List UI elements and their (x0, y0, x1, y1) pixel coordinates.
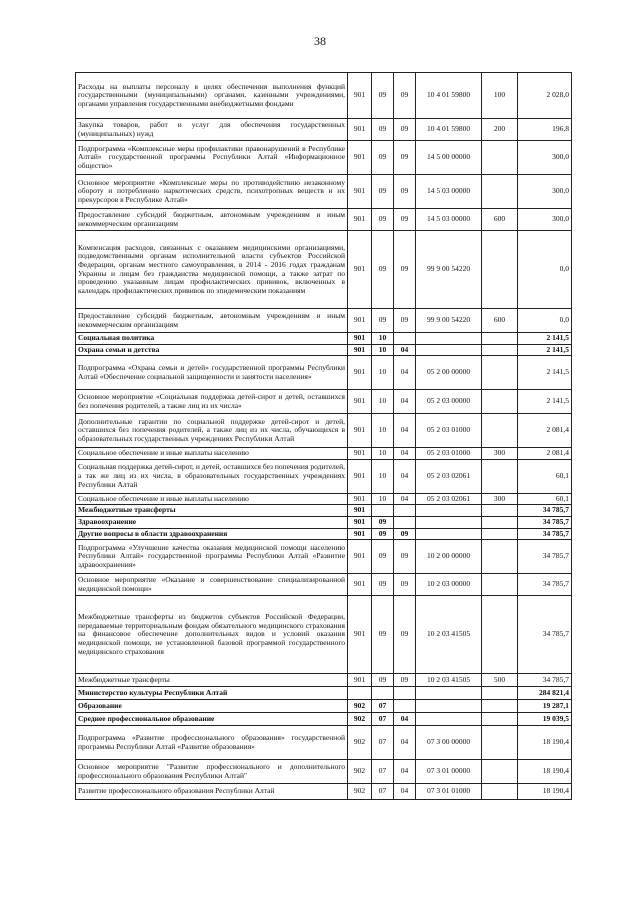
cell-rz: 10 (372, 390, 394, 414)
cell-pr: 04 (394, 390, 416, 414)
cell-sum: 34 785,7 (518, 596, 572, 674)
cell-name: Здравоохранение (76, 516, 348, 528)
cell-rz: 09 (372, 231, 394, 309)
cell-name: Подпрограмма «Улучшение качества оказания медицинской помощи населению Республики Алтай» государственной программы Республики Алтай «Развитие здравоохранения» (76, 540, 348, 574)
cell-name: Предоставление субсидий бюджетным, автономным учреждениям и иным некоммерческим организациям (76, 209, 348, 231)
cell-rz: 09 (372, 209, 394, 231)
cell-pr: 09 (394, 73, 416, 119)
cell-vr (482, 784, 518, 800)
cell-sum: 300,0 (518, 141, 572, 175)
cell-pr: 09 (394, 540, 416, 574)
cell-vr (482, 414, 518, 448)
cell-sum: 60,1 (518, 493, 572, 505)
cell-name: Среднее профессиональное образование (76, 713, 348, 726)
cell-sum: 60,1 (518, 459, 572, 493)
cell-ved: 901 (348, 540, 372, 574)
cell-csr (416, 700, 482, 713)
cell-ved: 901 (348, 231, 372, 309)
cell-name: Образование (76, 700, 348, 713)
cell-sum: 2 081,4 (518, 448, 572, 460)
cell-rz: 09 (372, 175, 394, 209)
cell-name: Основное мероприятие «Комплексные меры по противодействию незаконному обороту и потреблению наркотических средств, психотропных веществ и их прекурсоров в Республике Алтай» (76, 175, 348, 209)
table-row (76, 390, 572, 414)
cell-ved: 901 (348, 309, 372, 333)
cell-csr (416, 333, 482, 345)
cell-name: Расходы на выплаты персоналу в целях обеспечения выполнения функций государственными (муниципальными) органами, казенными учреждениями, органами управления государственными внебюджетными фондами (76, 73, 348, 119)
cell-csr: 05 2 00 00000 (416, 356, 482, 390)
cell-vr: 500 (482, 674, 518, 687)
cell-rz (372, 687, 394, 700)
cell-pr (394, 700, 416, 713)
cell-ved: 902 (348, 784, 372, 800)
cell-vr (482, 459, 518, 493)
cell-csr: 14 5 03 00000 (416, 175, 482, 209)
table-row (76, 760, 572, 784)
cell-ved: 901 (348, 333, 372, 345)
cell-vr (482, 231, 518, 309)
cell-ved: 901 (348, 459, 372, 493)
cell-vr (482, 574, 518, 596)
cell-vr (482, 540, 518, 574)
cell-name: Социальная политика (76, 333, 348, 345)
cell-pr: 04 (394, 493, 416, 505)
table-row (76, 333, 572, 345)
cell-csr (416, 687, 482, 700)
cell-ved (348, 687, 372, 700)
cell-sum: 34 785,7 (518, 574, 572, 596)
cell-rz: 10 (372, 448, 394, 460)
cell-vr (482, 390, 518, 414)
table-row (76, 493, 572, 505)
cell-rz: 10 (372, 356, 394, 390)
cell-sum: 34 785,7 (518, 540, 572, 574)
cell-ved: 901 (348, 574, 372, 596)
cell-pr: 04 (394, 760, 416, 784)
cell-rz: 09 (372, 119, 394, 141)
table-row (76, 505, 572, 517)
cell-ved: 902 (348, 760, 372, 784)
table-row (76, 528, 572, 540)
cell-name: Охрана семьи и детства (76, 344, 348, 356)
cell-sum: 2 028,0 (518, 73, 572, 119)
cell-pr: 04 (394, 356, 416, 390)
cell-sum: 300,0 (518, 175, 572, 209)
cell-vr (482, 726, 518, 760)
table-row (76, 674, 572, 687)
cell-csr: 99 9 00 54220 (416, 231, 482, 309)
table-row (76, 540, 572, 574)
cell-pr (394, 687, 416, 700)
table-row (76, 687, 572, 700)
table-row (76, 414, 572, 448)
cell-ved: 902 (348, 726, 372, 760)
cell-vr (482, 333, 518, 345)
cell-sum: 2 141,5 (518, 390, 572, 414)
cell-name: Подпрограмма «Охрана семьи и детей» государственной программы Республики Алтай «Обеспечение социальной защищенности и занятости населения» (76, 356, 348, 390)
cell-sum: 34 785,7 (518, 505, 572, 517)
cell-pr: 09 (394, 119, 416, 141)
cell-vr (482, 141, 518, 175)
cell-rz: 09 (372, 516, 394, 528)
cell-name: Другие вопросы в области здравоохранения (76, 528, 348, 540)
cell-name: Дополнительные гарантии по социальной поддержке детей-сирот и детей, оставшихся без попечения родителей, а также лиц из их числа, обучающихся в образовательных государственных учреждениях Республики Алтай (76, 414, 348, 448)
cell-ved: 901 (348, 175, 372, 209)
cell-pr: 04 (394, 414, 416, 448)
budget-table (75, 72, 572, 800)
cell-sum: 34 785,7 (518, 674, 572, 687)
cell-name: Социальное обеспечение и иные выплаты населению (76, 493, 348, 505)
cell-name: Компенсация расходов, связанных с оказанием медицинскими организациями, подведомственными органам исполнительной власти субъектов Российской Федерации, органам местного самоуправления, в 2014 - 2016 годах гражданам Украины и лицам без гражданства медицинской помощи, а также затрат по проведению указанным лицам профилактических прививок, включенных в календарь профилактических прививок по эпидемическим показаниям (76, 231, 348, 309)
cell-rz: 07 (372, 726, 394, 760)
table-row (76, 73, 572, 119)
cell-pr (394, 505, 416, 517)
cell-pr: 04 (394, 344, 416, 356)
cell-rz: 09 (372, 73, 394, 119)
cell-pr: 09 (394, 231, 416, 309)
table-row (76, 141, 572, 175)
cell-vr (482, 760, 518, 784)
cell-rz: 10 (372, 493, 394, 505)
cell-pr: 09 (394, 574, 416, 596)
cell-rz: 07 (372, 784, 394, 800)
cell-csr: 10 4 01 59800 (416, 73, 482, 119)
cell-rz: 07 (372, 760, 394, 784)
cell-name: Социальное обеспечение и иные выплаты населению (76, 448, 348, 460)
cell-csr: 07 3 01 01000 (416, 784, 482, 800)
cell-pr: 09 (394, 175, 416, 209)
cell-name: Основное мероприятие «Оказание и совершенствование специализированной медицинской помощи» (76, 574, 348, 596)
cell-sum: 19 287,1 (518, 700, 572, 713)
table-row (76, 516, 572, 528)
cell-pr: 09 (394, 596, 416, 674)
cell-rz: 09 (372, 141, 394, 175)
table-row (76, 784, 572, 800)
cell-sum: 0,0 (518, 231, 572, 309)
table-row (76, 448, 572, 460)
cell-sum: 0,0 (518, 309, 572, 333)
cell-ved: 901 (348, 73, 372, 119)
cell-csr (416, 505, 482, 517)
cell-rz: 09 (372, 596, 394, 674)
cell-rz: 09 (372, 540, 394, 574)
table-row (76, 119, 572, 141)
cell-name: Межбюджетные трансферты из бюджетов субъектов Российской Федерации, передаваемые территориальным фондам обязательного медицинского страхования на финансовое обеспечение дополнительных видов и условий оказания медицинской помощи, не установленной базовой программой государственного медицинского страхования (76, 596, 348, 674)
cell-sum: 18 190,4 (518, 726, 572, 760)
cell-vr (482, 356, 518, 390)
cell-name: Подпрограмма «Комплексные меры профилактики правонарушений в Республике Алтай» государственной программы Республики Алтай «Информационное общество» (76, 141, 348, 175)
cell-pr (394, 333, 416, 345)
cell-sum: 2 141,5 (518, 356, 572, 390)
cell-pr: 09 (394, 309, 416, 333)
cell-sum: 18 190,4 (518, 760, 572, 784)
cell-ved: 901 (348, 390, 372, 414)
cell-csr: 99 9 00 54220 (416, 309, 482, 333)
table-row (76, 726, 572, 760)
cell-ved: 901 (348, 493, 372, 505)
cell-vr: 100 (482, 73, 518, 119)
cell-ved: 901 (348, 528, 372, 540)
cell-csr: 07 3 00 00000 (416, 726, 482, 760)
cell-vr (482, 505, 518, 517)
cell-csr: 05 2 03 01000 (416, 448, 482, 460)
table-row (76, 700, 572, 713)
cell-rz: 10 (372, 414, 394, 448)
table-row (76, 356, 572, 390)
cell-pr (394, 516, 416, 528)
cell-ved: 902 (348, 700, 372, 713)
cell-pr: 04 (394, 459, 416, 493)
cell-name: Межбюджетные трансферты (76, 674, 348, 687)
cell-ved: 901 (348, 674, 372, 687)
cell-ved: 901 (348, 448, 372, 460)
cell-name: Предоставление субсидий бюджетным, автономным учреждениям и иным некоммерческим организациям (76, 309, 348, 333)
cell-pr: 09 (394, 209, 416, 231)
cell-csr: 05 2 03 00000 (416, 390, 482, 414)
cell-pr: 04 (394, 448, 416, 460)
cell-csr (416, 516, 482, 528)
cell-sum: 19 039,5 (518, 713, 572, 726)
cell-csr (416, 344, 482, 356)
cell-vr (482, 713, 518, 726)
cell-vr (482, 344, 518, 356)
cell-sum: 34 785,7 (518, 528, 572, 540)
cell-sum: 284 821,4 (518, 687, 572, 700)
cell-name: Основное мероприятие «Социальная поддержка детей-сирот и детей, оставшихся без попечения родителей, а также лиц из их числа» (76, 390, 348, 414)
table-row (76, 459, 572, 493)
cell-name: Социальная поддержка детей-сирот, и детей, оставшихся без попечения родителей, а так же лиц из их числа, в образовательных государственных учреждениях Республики Алтай (76, 459, 348, 493)
cell-ved: 901 (348, 209, 372, 231)
cell-vr (482, 516, 518, 528)
cell-rz: 10 (372, 459, 394, 493)
cell-vr: 600 (482, 309, 518, 333)
cell-csr: 10 2 03 41505 (416, 674, 482, 687)
cell-csr: 10 2 00 00000 (416, 540, 482, 574)
cell-csr: 05 2 03 02061 (416, 493, 482, 505)
cell-ved: 901 (348, 596, 372, 674)
cell-csr (416, 713, 482, 726)
cell-pr: 04 (394, 784, 416, 800)
cell-pr: 04 (394, 713, 416, 726)
cell-csr: 10 2 03 00000 (416, 574, 482, 596)
table-row (76, 309, 572, 333)
cell-sum: 196,8 (518, 119, 572, 141)
table-row (76, 209, 572, 231)
table-row (76, 231, 572, 309)
cell-ved: 901 (348, 505, 372, 517)
table-row (76, 713, 572, 726)
cell-ved: 901 (348, 516, 372, 528)
cell-rz: 10 (372, 333, 394, 345)
cell-rz: 09 (372, 309, 394, 333)
table-row (76, 574, 572, 596)
cell-pr: 04 (394, 726, 416, 760)
cell-name: Основное мероприятие "Развитие профессионального и дополнительного профессионального образования Республики Алтай" (76, 760, 348, 784)
cell-rz: 07 (372, 700, 394, 713)
cell-sum: 2 141,5 (518, 344, 572, 356)
table-row (76, 344, 572, 356)
cell-ved: 901 (348, 141, 372, 175)
cell-csr: 05 2 03 01000 (416, 414, 482, 448)
cell-vr (482, 596, 518, 674)
cell-ved: 902 (348, 713, 372, 726)
cell-rz: 09 (372, 528, 394, 540)
cell-vr (482, 687, 518, 700)
cell-rz: 09 (372, 674, 394, 687)
cell-csr: 14 5 00 00000 (416, 141, 482, 175)
cell-ved: 901 (348, 344, 372, 356)
cell-vr: 300 (482, 448, 518, 460)
cell-pr: 09 (394, 141, 416, 175)
cell-rz (372, 505, 394, 517)
cell-vr (482, 175, 518, 209)
cell-rz: 10 (372, 344, 394, 356)
cell-csr: 14 5 03 00000 (416, 209, 482, 231)
cell-ved: 901 (348, 414, 372, 448)
cell-sum: 2 141,5 (518, 333, 572, 345)
cell-ved: 901 (348, 356, 372, 390)
cell-csr: 10 4 01 59800 (416, 119, 482, 141)
cell-name: Закупка товаров, работ и услуг для обеспечения государственных (муниципальных) нужд (76, 119, 348, 141)
cell-csr: 05 2 03 02061 (416, 459, 482, 493)
cell-sum: 2 081,4 (518, 414, 572, 448)
cell-name: Развитие профессионального образования Республики Алтай (76, 784, 348, 800)
page-number: 38 (314, 34, 326, 48)
cell-rz: 09 (372, 574, 394, 596)
cell-sum: 34 785,7 (518, 516, 572, 528)
cell-csr: 10 2 03 41505 (416, 596, 482, 674)
cell-name: Межбюджетные трансферты (76, 505, 348, 517)
cell-rz: 07 (372, 713, 394, 726)
cell-sum: 300,0 (518, 209, 572, 231)
cell-name: Подпрограмма «Развитие профессионального образования» государственной программы Республики Алтай «Развитие образования» (76, 726, 348, 760)
cell-ved: 901 (348, 119, 372, 141)
cell-csr (416, 528, 482, 540)
cell-csr: 07 3 01 00000 (416, 760, 482, 784)
cell-vr (482, 528, 518, 540)
cell-vr: 600 (482, 209, 518, 231)
table-row (76, 175, 572, 209)
cell-sum: 18 190,4 (518, 784, 572, 800)
table-row (76, 596, 572, 674)
cell-pr: 09 (394, 674, 416, 687)
cell-vr: 200 (482, 119, 518, 141)
cell-vr: 300 (482, 493, 518, 505)
cell-name: Министерство культуры Республики Алтай (76, 687, 348, 700)
cell-pr: 09 (394, 528, 416, 540)
cell-vr (482, 700, 518, 713)
